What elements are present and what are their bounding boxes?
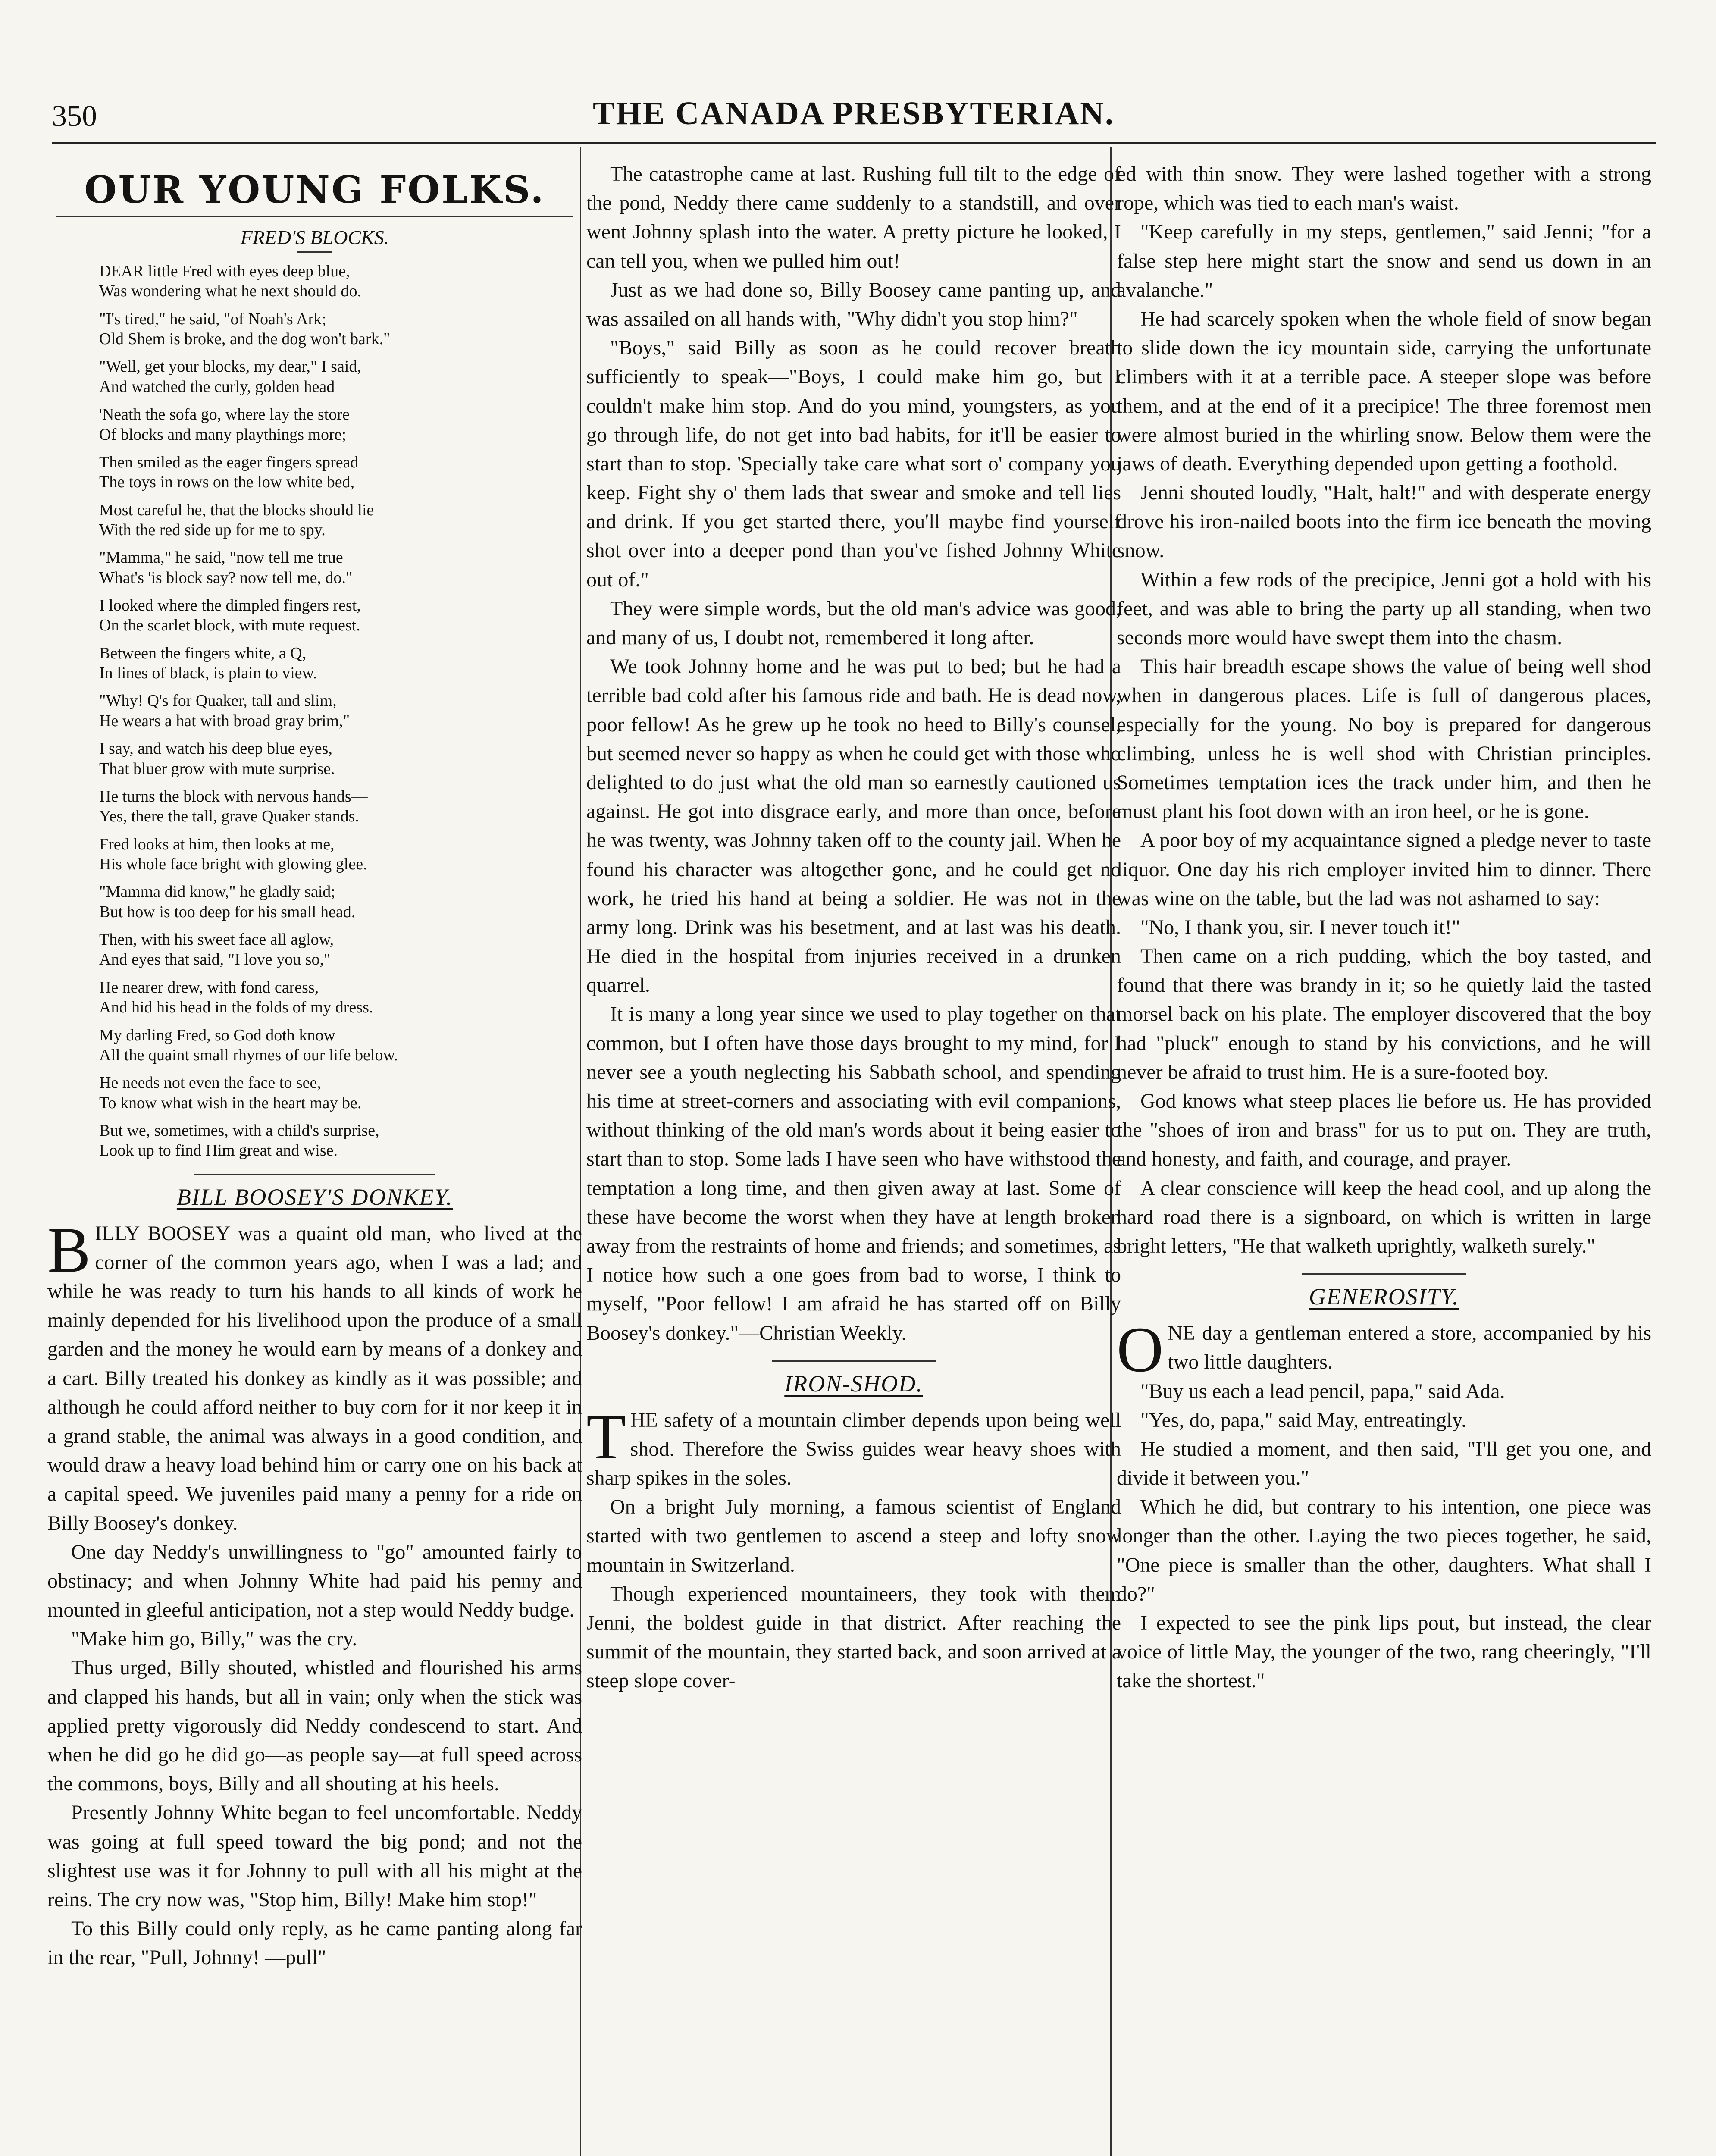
separator-rule: [194, 1174, 435, 1175]
poem-stanza: [99, 978, 582, 1018]
story-paragraph: Presently Johnny White began to feel uncomfortable. Neddy was going at full speed toward the big pond; and not the slightest use was it for Johnny to pull with all his might at the reins. The cry now was, "Stop him, Billy! Make him stop!": [47, 1801, 582, 1911]
poem-line: What's 'is block say? now tell me, do.": [99, 568, 353, 587]
story-paragraph: Though experienced mountaineers, they took with them Jenni, the boldest guide in that district. After reaching the summit of the mountain, they started back, and soon arrived at a steep slope cover-: [586, 1582, 1121, 1692]
poem-stanza: [99, 1025, 582, 1065]
story-paragraph: "Make him go, Billy," was the cry.: [71, 1627, 357, 1651]
poem-line: His whole face bright with glowing glee.: [99, 855, 367, 873]
poem-line: But we, sometimes, with a child's surprise,: [99, 1121, 379, 1140]
poem-stanza: [99, 882, 582, 922]
poem-line: Then smiled as the eager fingers spread: [99, 453, 359, 471]
poem-stanza: [99, 595, 582, 636]
poem-line: Yes, there the tall, grave Quaker stands.: [99, 807, 359, 826]
poem-line: "Mamma," he said, "now tell me true: [99, 548, 343, 567]
column-3: [1117, 160, 1651, 2156]
story-paragraph: They were simple words, but the old man's advice was good, and many of us, I doubt not, remembered it long after.: [586, 597, 1121, 649]
poem-body: [47, 261, 582, 1161]
poem-stanza: [99, 643, 582, 683]
story-paragraphs: [586, 1492, 1121, 1695]
story-paragraph: He studied a moment, and then said, "I'll get you one, and divide it between you.": [1117, 1437, 1651, 1490]
story-paragraphs: [1117, 217, 1651, 1260]
page-number: 350: [52, 100, 97, 133]
story-paragraph: A poor boy of my acquaintance signed a pledge never to taste liquor. One day his rich employer invited him to dinner. There was wine on the table, but the lad was not ashamed to say:: [1117, 829, 1651, 910]
story-paragraph: BILLY BOOSEY was a quaint old man, who lived at the corner of the common years ago, when I was a lad; and while he was ready to turn his hands to all kinds of work he mainly depended for his livelihood upon the produce of a small garden and the money he would earn by means of a donkey and a cart. Billy treated his donkey as kindly as it was possible; and although he could afford neither to buy corn for it nor keep it in a grand stable, the animal was always in a good condition, and would draw a heavy load behind him or carry one on his back at a capital speed. We juveniles paid many a penny for a ride on Billy Boosey's donkey.: [47, 1214, 582, 1535]
story-paragraphs: [47, 1538, 582, 1972]
header-rule: [52, 142, 1656, 144]
poem-stanza: [99, 548, 582, 588]
poem-line: In lines of black, is plain to view.: [99, 664, 317, 683]
drop-cap: B: [47, 1214, 91, 1286]
poem-stanza: [99, 404, 582, 445]
poem-line: Was wondering what he next should do.: [99, 282, 361, 301]
story-paragraph: "Boys," said Billy as soon as he could recover breath sufficiently to speak—"Boys, I could make him go, but I couldn't make him stop. And do you mind, youngsters, as you go through life, do not get into bad habits, for it'll be easier to start than to stop. 'Specially take care what sort o' company you keep. Fight shy o' them lads that swear and smoke and tell lies and drink. If you get started there, you'll maybe find yourself shot over into a deeper pond than you've fished Johnny White out of.": [586, 336, 1121, 591]
poem-line: Fred looks at him, then looks at me,: [99, 835, 335, 853]
poem-stanza: [99, 930, 582, 970]
poem-stanza: [99, 1121, 582, 1161]
story-paragraph: A clear conscience will keep the head cool, and up along the hard road there is a signboard, on which is written in large bright letters, "He that walketh uprightly, walketh surely.": [1117, 1176, 1651, 1257]
poem-stanza: [99, 452, 582, 492]
story-paragraph: Which he did, but contrary to his intention, one piece was longer than the other. Laying the two pieces together, he said, "One piece is smaller than the other, daughters. What shall I do?": [1117, 1495, 1651, 1605]
poem-line: On the scarlet block, with mute request.: [99, 616, 360, 635]
drop-cap: T: [586, 1401, 626, 1473]
story-paragraph: I expected to see the pink lips pout, but instead, the clear voice of little May, the younger of the two, rang cheeringly, "I'll take the shortest.": [1117, 1611, 1651, 1692]
poem-line: I say, and watch his deep blue eyes,: [99, 740, 332, 758]
column-2: [586, 160, 1121, 2156]
poem-line: Between the fingers white, a Q,: [99, 644, 307, 662]
poem-line: Of blocks and many playthings more;: [99, 425, 347, 444]
story-paragraph: "No, I thank you, sir. I never touch it!": [1140, 915, 1460, 939]
poem-line: He wears a hat with broad gray brim,": [99, 711, 350, 730]
story-paragraphs: [586, 160, 1121, 1348]
poem-line: That bluer grow with mute surprise.: [99, 759, 335, 778]
poem-line: And eyes that said, "I love you so,": [99, 950, 331, 969]
story-title: IRON-SHOD.: [784, 1370, 923, 1397]
story-paragraph: Just as we had done so, Billy Boosey came panting up, and was assailed on all hands with, "Why didn't you stop him?": [586, 278, 1121, 330]
story-paragraph: Jenni shouted loudly, "Halt, halt!" and with desperate energy drove his iron-nailed boots into the firm ice beneath the moving snow.: [1117, 481, 1651, 562]
poem-stanza: [99, 834, 582, 874]
poem-line: And watched the curly, golden head: [99, 377, 335, 396]
poem-line: DEAR little Fred with eyes deep blue,: [99, 262, 350, 280]
poem-title-rule: [297, 251, 332, 253]
story-title: GENEROSITY.: [1309, 1284, 1459, 1310]
story-paragraph: Thus urged, Billy shouted, whistled and flourished his arms and clapped his hands, but all in vain; only when the stick was applied pretty vigorously did Neddy condescend to start. And when he did go he did go—as people say—at full speed across the commons, boys, Billy and all shouting at his heels.: [47, 1656, 582, 1796]
poem-line: Old Shem is broke, and the dog won't bark.": [99, 330, 390, 348]
story-paragraph: Within a few rods of the precipice, Jenni got a hold with his feet, and was able to bring the party up all standing, when two seconds more would have swept them into the chasm.: [1117, 568, 1651, 649]
story-paragraph: The catastrophe came at last. Rushing full tilt to the edge of the pond, Neddy there came suddenly to a standstill, and over went Johnny splash into the water. A pretty picture he looked, I can tell you, when we pulled him out!: [586, 163, 1121, 273]
poem-line: My darling Fred, so God doth know: [99, 1026, 335, 1044]
drop-cap: O: [1117, 1314, 1164, 1386]
poem-line: 'Neath the sofa go, where lay the store: [99, 405, 350, 424]
story-paragraph: THE safety of a mountain climber depends upon being well shod. Therefore the Swiss guides wear heavy shoes with sharp spikes in the soles.: [586, 1401, 1121, 1490]
poem-line: Then, with his sweet face all aglow,: [99, 931, 334, 949]
story-paragraph: "Yes, do, papa," said May, entreatingly.: [1140, 1408, 1466, 1432]
column-1: [47, 160, 582, 2156]
poem-title: FRED'S BLOCKS.: [240, 226, 389, 248]
poem-stanza: [99, 500, 582, 540]
poem-line: "Well, get your blocks, my dear," I said,: [99, 357, 361, 376]
poem-line: All the quaint small rhymes of our life below.: [99, 1046, 398, 1064]
page-header: [52, 91, 1656, 134]
poem-line: "I's tired," he said, "of Noah's Ark;: [99, 310, 326, 328]
poem-stanza: [99, 309, 582, 349]
story-paragraph: God knows what steep places lie before us. He has provided the "shoes of iron and brass" for us to put on. They are truth, and honesty, and faith, and courage, and prayer.: [1117, 1090, 1651, 1171]
poem-line: "Mamma did know," he gladly said;: [99, 883, 335, 901]
poem-line: Most careful he, that the blocks should lie: [99, 501, 374, 519]
story-paragraph: "Keep carefully in my steps, gentlemen," said Jenni; "for a false step here might start the snow and send us down in an avalanche.": [1117, 220, 1651, 301]
story-paragraph: It is many a long year since we used to play together on that common, but I often have those days brought to my mind, for I never see a youth neglecting his Sabbath school, and spending his time at street-corners and associating with evil companions, without thinking of the old man's words about it being easier to start than to stop. Some lads I have seen who have withstood the temptation a long time, and then given away at last. Some of these have become the worst when they have at length broken away from the restraints of home and friends; and sometimes, as I notice how such a one goes from bad to worse, I think to myself, "Poor fellow! I am afraid he has started off on Billy Boosey's donkey."—Christian Weekly.: [586, 1003, 1121, 1344]
story-paragraph: This hair breadth escape shows the value of being well shod when in dangerous places. Life is full of dangerous places, especially for the young. No boy is prepared for dangerous climbing, unless he is well shod with Christian principles. Sometimes temptation ices the track under him, and then he must plant his foot down with an iron heel, or he is gone.: [1117, 655, 1651, 823]
poem-line: "Why! Q's for Quaker, tall and slim,: [99, 692, 337, 710]
poem-line: He nearer drew, with fond caress,: [99, 978, 319, 997]
separator-rule: [772, 1360, 936, 1362]
story-paragraph: ONE day a gentleman entered a store, accompanied by his two little daughters.: [1117, 1314, 1651, 1386]
poem-stanza: [99, 261, 582, 301]
separator-rule: [1302, 1273, 1466, 1275]
story-paragraph: "Buy us each a lead pencil, papa," said Ada.: [1140, 1379, 1505, 1403]
poem-stanza: [99, 691, 582, 731]
poem-line: To know what wish in the heart may be.: [99, 1094, 362, 1112]
story-title: BILL BOOSEY'S DONKEY.: [176, 1184, 453, 1210]
poem-line: I looked where the dimpled fingers rest,: [99, 596, 361, 615]
poem-line: And hid his head in the folds of my dress.: [99, 998, 373, 1017]
story-paragraph: On a bright July morning, a famous scientist of England started with two gentlemen to ascend a steep and lofty snow mountain in Switzerland.: [586, 1495, 1121, 1576]
story-paragraph: To this Billy could only reply, as he came panting along far in the rear, "Pull, Johnny! —pull": [47, 1917, 582, 1969]
section-rule: [56, 216, 573, 217]
masthead: THE CANADA PRESBYTERIAN.: [592, 95, 1115, 132]
poem-line: Look up to find Him great and wise.: [99, 1141, 338, 1160]
poem-line: He needs not even the face to see,: [99, 1074, 321, 1092]
poem-line: But how is too deep for his small head.: [99, 903, 356, 921]
poem-stanza: [99, 1073, 582, 1113]
poem-line: He turns the block with nervous hands—: [99, 787, 368, 805]
story-paragraph: We took Johnny home and he was put to bed; but he had a terrible bad cold after his famous ride and bath. He is dead now, poor fellow! As he grew up he took no heed to Billy's counsel, but seemed never so happy as when he could get with those who delighted to do just what the old man so earnestly cautioned us against. He got into disgrace early, and more than once, before he was twenty, was Johnny taken off to the county jail. When he found his character was altogether gone, and he could get no work, he tried his hand at being a soldier. He was not in the army long. Drink was his besetment, and at last was his death. He died in the hospital from injuries received in a drunken quarrel.: [586, 655, 1121, 997]
poem-stanza: [99, 357, 582, 397]
story-paragraph: One day Neddy's unwillingness to "go" amounted fairly to obstinacy; and when Johnny White had paid his penny and mounted in gleeful anticipation, not a step would Neddy budge.: [47, 1540, 582, 1622]
section-title: OUR YOUNG FOLKS.: [84, 168, 545, 212]
story-paragraph: Then came on a rich pudding, which the boy tasted, and found that there was brandy in it; so he quietly laid the tasted morsel back on his plate. The employer discovered that the boy had "pluck" enough to stand by his convictions, and he will never be afraid to trust him. He is a sure-footed boy.: [1117, 945, 1651, 1084]
story-paragraph: He had scarcely spoken when the whole field of snow began to slide down the icy mountain side, carrying the unfortunate climbers with it at a terrible pace. A steeper slope was before them, and at the end of it a precipice! The three foremost men were almost buried in the whirling snow. Below them were the jaws of death. Everything depended upon getting a foothold.: [1117, 307, 1651, 475]
story-paragraphs: [1117, 1377, 1651, 1695]
poem-line: With the red side up for me to spy.: [99, 520, 326, 539]
poem-stanza: [99, 787, 582, 827]
poem-line: The toys in rows on the low white bed,: [99, 473, 355, 492]
story-paragraph: ed with thin snow. They were lashed together with a strong rope, which was tied to each man's waist.: [1117, 163, 1651, 215]
poem-stanza: [99, 739, 582, 779]
